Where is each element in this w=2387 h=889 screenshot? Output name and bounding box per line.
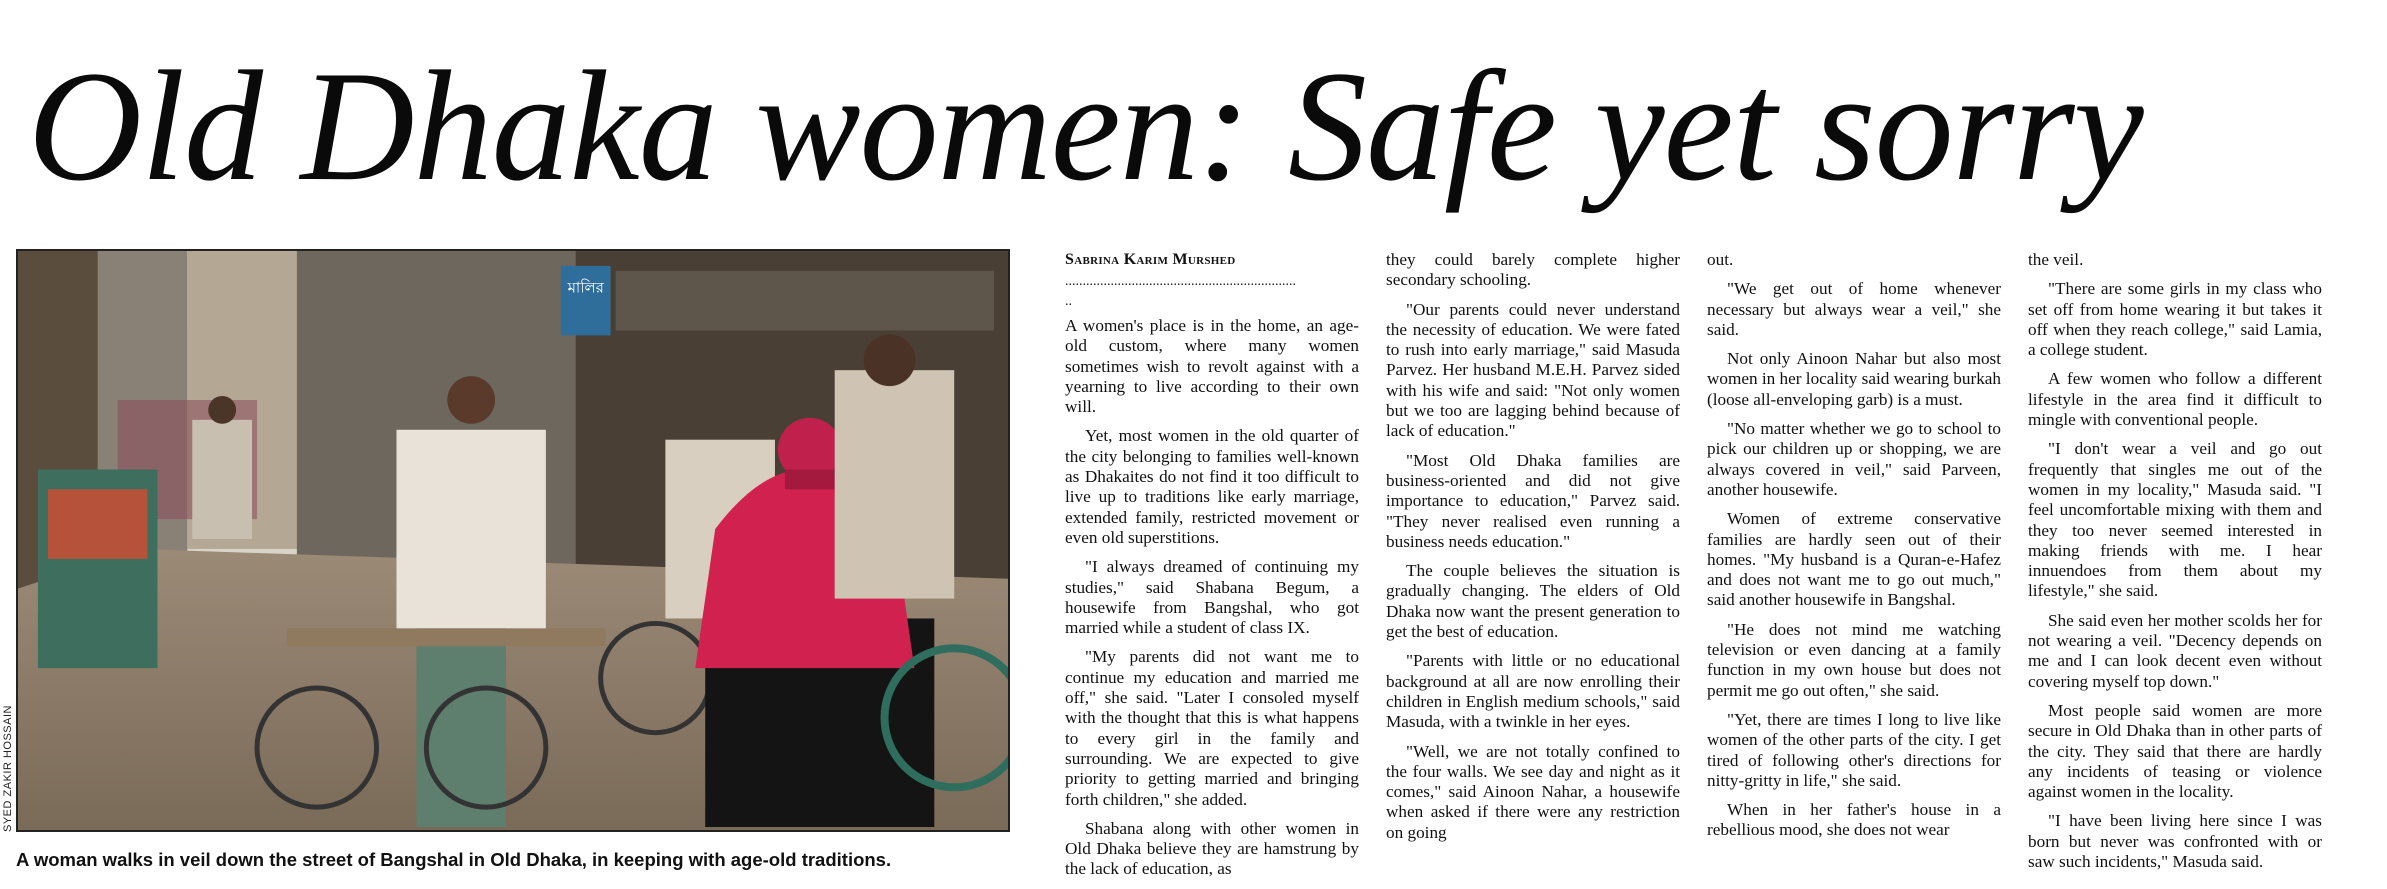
article-column-4 (2028, 250, 2322, 881)
photo-credit: SYED ZAKIR HOSSAIN (2, 705, 14, 832)
paragraph: out. (1707, 250, 1734, 269)
paragraph: A women's place is in the home, an age-old custom, where many women sometimes wish to revolt against with a yearning to live according to their own will. (1065, 316, 1359, 417)
paragraph: Most people said women are more secure in Old Dhaka than in other parts of the city. They said that there are hardly any incidents of teasing or violence against women in the locality. (2028, 700, 2322, 802)
paragraph: "Yet, there are times I long to live like women of the other parts of the city. I get tired of following other's directions for nitty-gritty in life," she said. (1707, 709, 2001, 790)
paragraph: Women of extreme conservative families are hardly seen out of their homes. "My husband is a Quran-e-Hafez and does not want me to go out much," said another housewife in Bangshal. (1707, 509, 2001, 610)
paragraph: "I don't wear a veil and go out frequently that singles me out of the women in my locality," Masuda said. "I feel uncomfortable mixing with them and they too never seemed interested in making friends with me. I hear innuendoes from them about my lifestyle," she said. (2028, 439, 2322, 601)
shop-sign-text: মালির (567, 278, 604, 297)
shop-sign (561, 266, 611, 336)
paragraph: "There are some girls in my class who set off from home wearing it but takes it off when they reach college," said Lamia, a college student. (2028, 279, 2322, 360)
paragraph: "Parents with little or no educational background at all are now enrolling their children in English medium schools," said Masuda, with a twinkle in her eyes. (1386, 651, 1680, 732)
paragraph: the veil. (2028, 250, 2084, 269)
paragraph: Not only Ainoon Nahar but also most women in her locality said wearing burkah (loose all-enveloping garb) is a must. (1707, 349, 2002, 409)
article-column-3 (1707, 250, 2001, 850)
byline: Sabrina Karim Murshed (1065, 251, 1236, 268)
paragraph: "I always dreamed of continuing my studies," said Shabana Begum, a housewife from Bangshal, who got married while a student of class IX. (1065, 557, 1359, 638)
paragraph: The couple believes the situation is gradually changing. The elders of Old Dhaka now want the present generation to get the best of education. (1386, 561, 1680, 642)
paragraph: Shabana along with other women in Old Dhaka believe they are hamstrung by the lack of education, as (1065, 818, 1359, 879)
paragraph: "He does not mind me watching television or even dancing at a family function in my own house but does not permit me go out often," she said. (1707, 619, 2001, 700)
photo-caption: A woman walks in veil down the street of Bangshal in Old Dhaka, in keeping with age-old traditions. (16, 849, 892, 870)
news-photo (16, 249, 1010, 832)
paragraph: "I have been living here since I was born but never was confronted with or saw such incidents," Masuda said. (2028, 811, 2322, 872)
paragraph: "Well, we are not totally confined to the four walls. We see day and night as it comes," said Ainoon Nahar, a housewife when asked if there were any restriction on going (1386, 741, 1680, 842)
paragraph: "My parents did not want me to continue my education and married me off," she said. "Later I consoled myself with the thought that this is what happens to every girl in the family and surrounding. We are expected to give priority to getting married and bringing forth children," she added. (1065, 647, 1359, 809)
street-scene-image (18, 251, 1008, 830)
paragraph: "No matter whether we go to school to pick our children up or shopping, we are always covered in veil," said Parveen, another housewife. (1707, 419, 2001, 499)
byline-rule: .................................................................. (1065, 274, 1296, 289)
article-column-1 (1065, 250, 1359, 889)
paragraph: they could barely complete higher secondary schooling. (1386, 250, 1680, 290)
paragraph: "Most Old Dhaka families are business-oriented and did not give importance to education," Parvez said. "They never realised even running a business needs education." (1386, 450, 1680, 551)
byline-rule-end: .. (1065, 294, 1072, 309)
paragraph: "Our parents could never understand the necessity of education. We were fated to rush into early marriage," said Masuda Parvez. Her husband M.E.H. Parvez sided with his wife and said: "Not only women but we too are lagging behind because of lack of education." (1386, 299, 1680, 441)
article-column-2 (1386, 250, 1680, 852)
paragraph: "We get out of home whenever necessary but always wear a veil," she said. (1707, 279, 2001, 339)
paragraph: She said even her mother scolds her for not wearing a veil. "Decency depends on me and I can look decent even without covering myself top down." (2028, 610, 2322, 691)
paragraph: A few women who follow a different lifestyle in the area find it difficult to mingle with conventional people. (2028, 369, 2322, 430)
paragraph: Yet, most women in the old quarter of the city belonging to families well-known as Dhakaites do not find it too difficult to live up to traditions like early marriage, extended family, restricted movement or even old superstitions. (1065, 426, 1359, 547)
headline: Old Dhaka women: Safe yet sorry (28, 39, 2143, 214)
paragraph: When in her father's house in a rebellious mood, she does not wear (1707, 800, 2001, 840)
